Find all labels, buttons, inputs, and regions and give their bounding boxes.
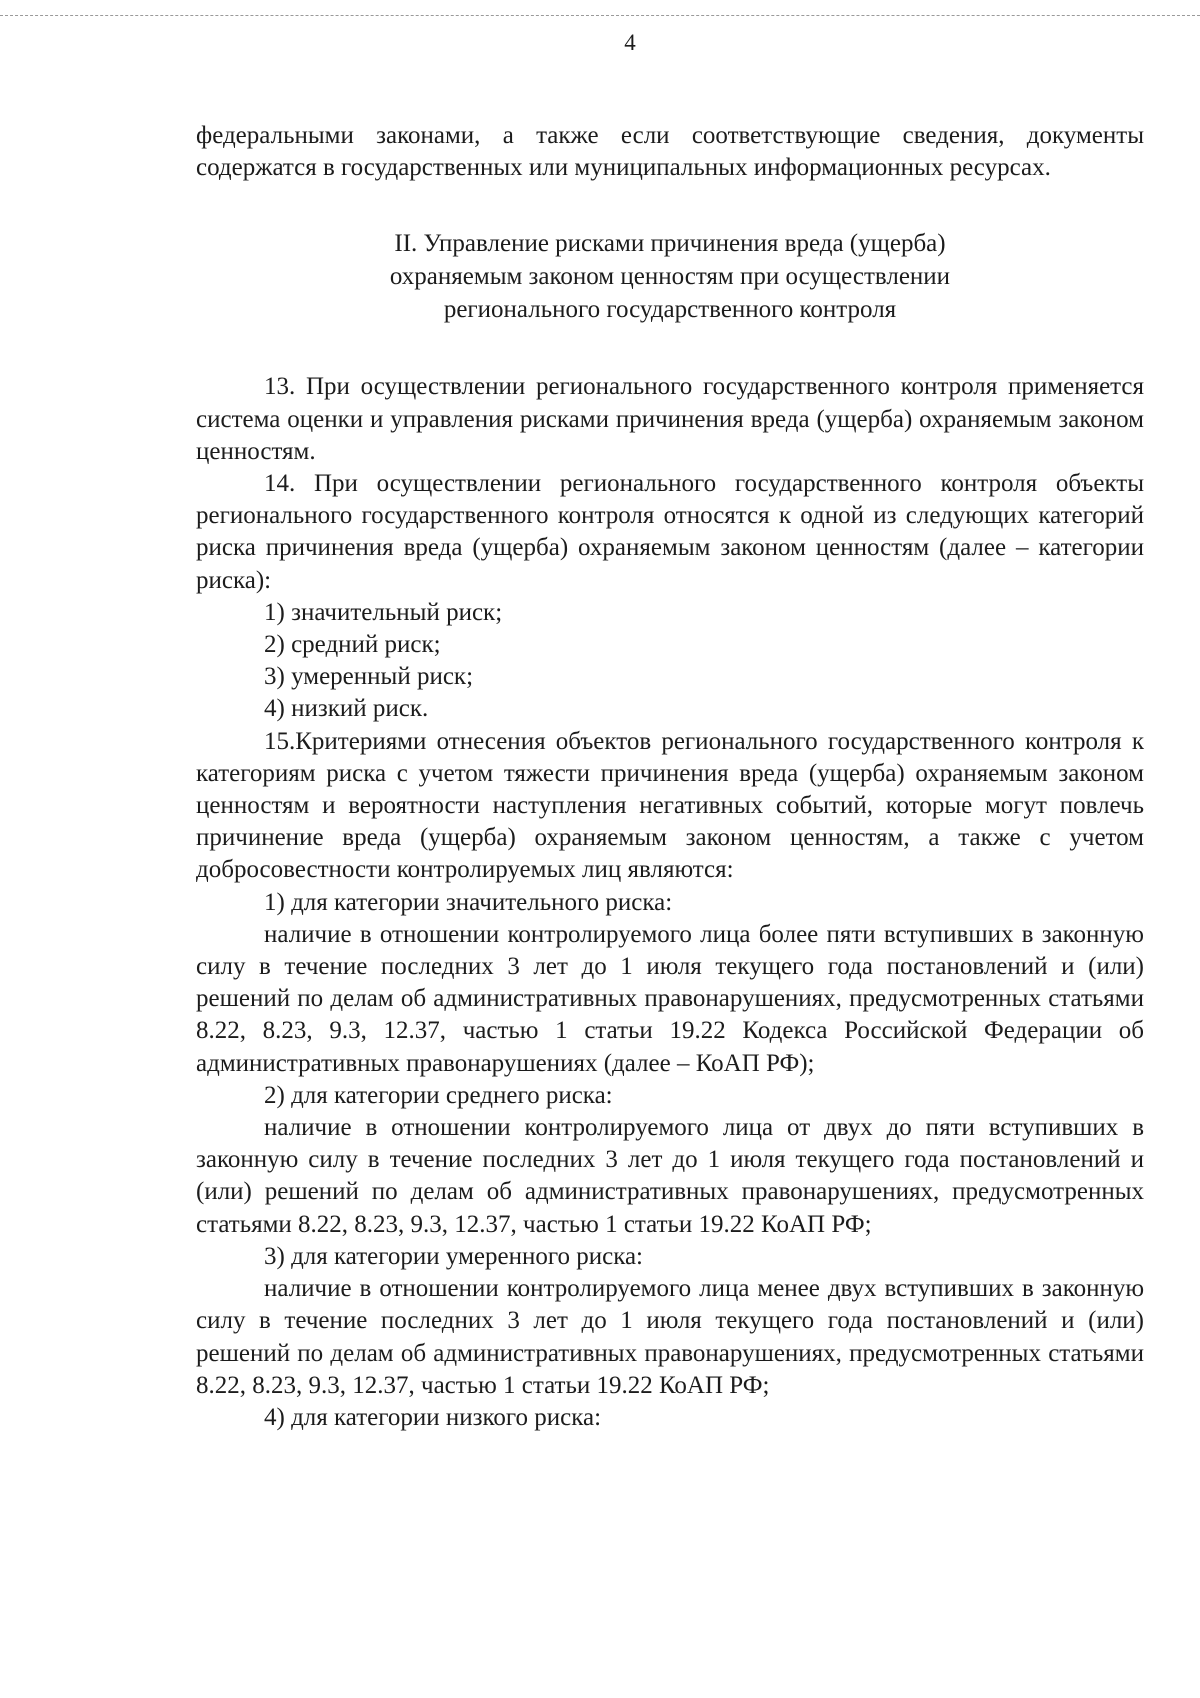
criteria-heading: 4) для категории низкого риска: xyxy=(264,1403,602,1431)
section-heading-line: регионального государственного контроля xyxy=(443,296,897,324)
criteria-text: наличие в отношении контролируемого лица менее двух вступивших в законную силу в течение последних 3 лет до 1 июля текущего года постановлений и (или) решений по делам об административных правонарушениях, предусмотренных статьями 8.22, 8.23, 9.3, 12.37, частью 1 статьи 19.22 КоАП РФ; xyxy=(196,1275,1144,1399)
criteria-heading: 1) для категории значительного риска: xyxy=(264,888,673,916)
risk-category-item: 3) умеренный риск; xyxy=(264,663,474,691)
risk-category-item: 4) низкий риск. xyxy=(264,695,429,723)
risk-category-item: 2) средний риск; xyxy=(264,631,441,659)
section-heading-line: II. Управление рисками причинения вреда (ущерба) xyxy=(394,230,946,258)
section-heading xyxy=(196,227,1144,326)
intro-continuation: федеральными законами, а также если соответствующие сведения, документы содержатся в государственных или муниципальных информационных ресурсах. xyxy=(196,122,1144,182)
clause-15: 15.Критериями отнесения объектов регионального государственного контроля к категориям риска с учетом тяжести причинения вреда (ущерба) охраняемым законом ценностям и вероятности наступления негативных событий, которые могут повлечь причинение вреда (ущерба) охраняемым законом ценностям, а также с учетом добросовестности контролируемых лиц являются: xyxy=(196,727,1144,884)
criteria-heading: 2) для категории среднего риска: xyxy=(264,1081,613,1109)
section-heading-line: охраняемым законом ценностям при осуществлении xyxy=(389,263,951,291)
page-number: 4 xyxy=(624,30,636,55)
criteria-text: наличие в отношении контролируемого лица более пяти вступивших в законную силу в течение последних 3 лет до 1 июля текущего года постановлений и (или) решений по делам об административных правонарушениях, предусмотренных статьями 8.22, 8.23, 9.3, 12.37, частью 1 статьи 19.22 Кодекса Российской Федерации об административных правонарушениях (далее – КоАП РФ); xyxy=(196,920,1144,1077)
clause-14: 14. При осуществлении регионального государственного контроля объекты регионального государственного контроля относятся к одной из следующих категорий риска причинения вреда (ущерба) охраняемым законом ценностям (далее – категории риска): xyxy=(196,470,1144,594)
criteria-heading: 3) для категории умеренного риска: xyxy=(264,1242,644,1270)
risk-category-item: 1) значительный риск; xyxy=(264,598,503,626)
page-content xyxy=(196,120,1144,1434)
clause-13: 13. При осуществлении регионального государственного контроля применяется система оценки и управления рисками причинения вреда (ущерба) охраняемым законом ценностям. xyxy=(196,373,1144,465)
criteria-text: наличие в отношении контролируемого лица от двух до пяти вступивших в законную силу в течение последних 3 лет до 1 июля текущего года постановлений и (или) решений по делам об административных правонарушениях, предусмотренных статьями 8.22, 8.23, 9.3, 12.37, частью 1 статьи 19.22 КоАП РФ; xyxy=(196,1114,1144,1238)
